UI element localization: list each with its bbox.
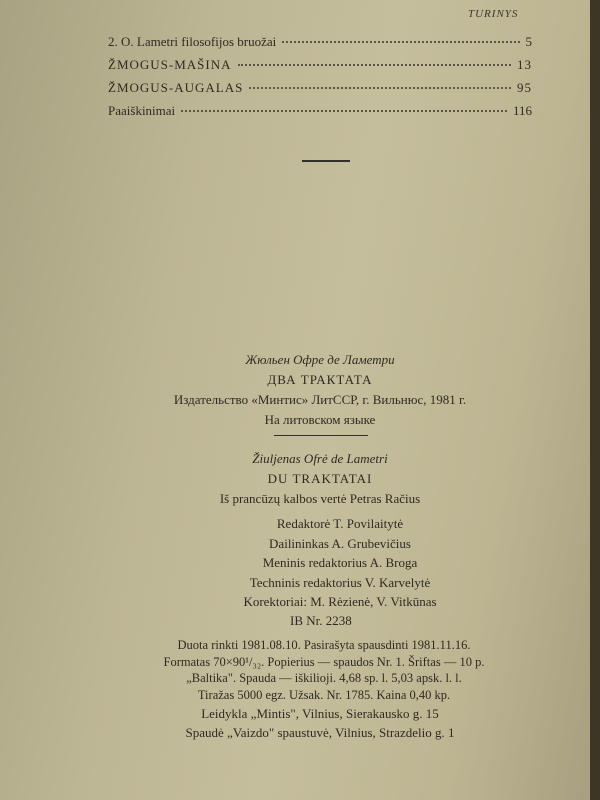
toc-entry [108,80,532,103]
printer-line: Spaudė „Vaizdo" spaustuvė, Vilnius, Strazdelio g. 1 [185,725,455,740]
toc-leader-dots [282,41,519,43]
lithuanian-author: Žiuljenas Ofrė de Lametri [252,451,388,466]
toc-entry-page: 95 [517,80,532,95]
credit-line: Redaktorė T. Povilaitytė [276,516,404,531]
publisher-info [120,704,520,742]
toc-leader-dots [238,64,511,66]
russian-author: Жюльен Офре де Ламетри [245,352,395,367]
imprint-divider [274,435,368,436]
publisher-line: Leidykla „Mintis", Vilnius, Sierakausko g. 15 [201,706,439,721]
page-edge [590,0,600,800]
tech-line: Formatas 70×90¹/₃₂. Popierius — spaudos Nr. 1. Šriftas — 10 p. [163,654,485,669]
toc-entry-page: 13 [517,57,532,72]
toc-entry [108,103,532,126]
toc-entry [108,57,532,80]
credit-line: Korektoriai: M. Rėzienė, V. Vitkūnas [243,594,437,609]
tech-line: Tiražas 5000 egz. Užsak. Nr. 1785. Kaina 0,40 kp. [197,687,451,702]
lithuanian-imprint [120,449,520,509]
russian-title: ДВА ТРАКТАТА [267,372,373,387]
tech-line: „Baltika". Spauda — iškilioji. 4,68 sp. l. 5,03 apsk. l. l. [186,671,462,685]
toc-entry [108,34,532,57]
russian-publisher-line: Издательство «Минтис» ЛитССР, г. Вильнюс, 1981 г. [173,392,467,407]
toc-entry-title: ŽMOGUS-AUGALAS [108,80,244,95]
credit-line: Dailininkas A. Grubevičius [269,535,411,551]
credits-list [170,514,510,612]
russian-imprint [120,350,520,430]
tech-line: Duota rinkti 1981.08.10. Pasirašyta spausdinti 1981.11.16. [177,638,471,652]
running-head: TURINYS [468,8,519,20]
toc-entry-page: 5 [525,34,532,49]
credit-line: Meninis redaktorius A. Broga [262,555,418,570]
lithuanian-title: DU TRAKTATAI [267,471,373,486]
credit-line: Techninis redaktorius V. Karvelytė [249,574,431,590]
translator-line: Iš prancūzų kalbos vertė Petras Račius [219,491,421,506]
russian-language-line: На литовском языке [264,412,376,427]
toc-entry-page: 116 [512,103,532,118]
toc-leader-dots [181,110,507,112]
toc-entry-title: 2. O. Lametri filosofijos bruožai [108,34,277,49]
ib-number: IB Nr. 2238 [290,613,352,628]
toc-entry-title: ŽMOGUS-MAŠINA [108,57,232,72]
table-of-contents [108,34,532,126]
toc-leader-dots [249,87,511,89]
technical-info [104,637,544,703]
toc-entry-title: Paaiškinimai [108,103,176,118]
section-divider [302,160,350,162]
